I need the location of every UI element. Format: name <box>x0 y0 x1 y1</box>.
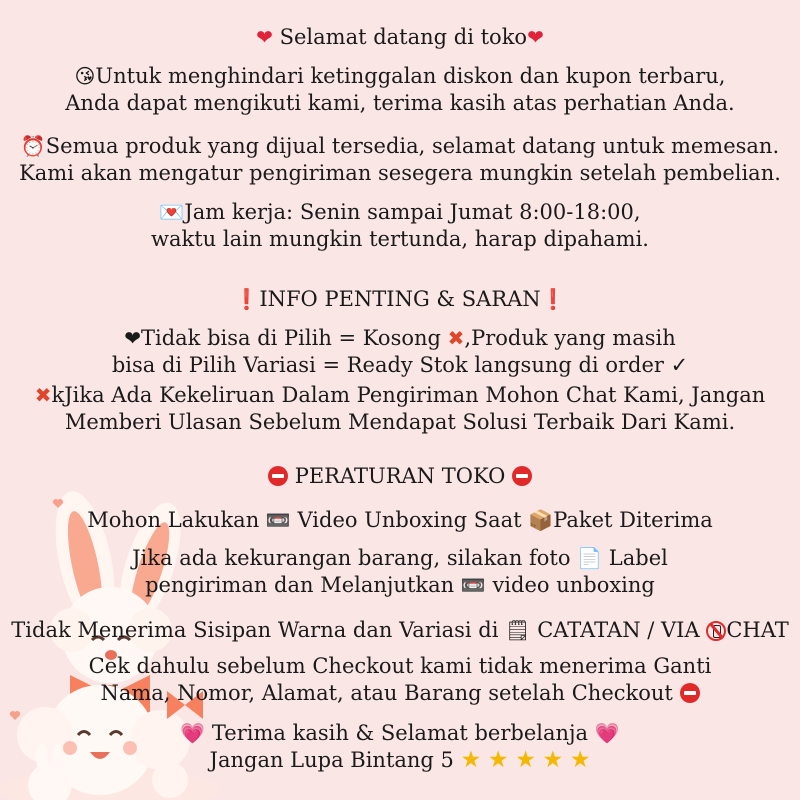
rules-title: PERATURAN TOKO <box>0 463 800 490</box>
video-camera-icon: 📼 <box>265 508 291 532</box>
thanks-line-1: 💗 Terima kasih & Selamat berbelanja 💗 <box>180 721 620 745</box>
page-icon: 📄 <box>577 546 603 570</box>
rules-line-3: pengiriman dan Melanjutkan 📼 video unboxing <box>145 573 655 597</box>
rules-line-5: Cek dahulu sebelum Checkout kami tidak menerima Ganti <box>88 654 712 678</box>
no-entry-icon <box>680 683 700 703</box>
follow-line-1: 😘Untuk menghindari ketinggalan diskon dan kupon terbaru, <box>74 64 726 88</box>
star-icon: ★ <box>542 747 564 773</box>
no-entry-icon <box>268 466 288 486</box>
cross-mark-icon: ✖ <box>447 326 465 350</box>
follow-line-2: Anda dapat mengikuti kami, terima kasih atas perhatian Anda. <box>65 91 735 115</box>
stock-line-1: ⏰Semua produk yang dijual tersedia, selamat datang untuk memesan. <box>20 134 780 158</box>
cross-mark-icon: ✖ <box>34 383 52 407</box>
package-icon: 📦 <box>528 508 554 532</box>
info-line-2: bisa di Pilih Variasi = Ready Stok langsung di order ✓ <box>111 353 689 377</box>
pink-heart-icon: 💗 <box>180 721 206 745</box>
welcome-line: ❤ Selamat datang di toko❤ <box>256 25 544 49</box>
pink-heart-icon: 💗 <box>594 721 620 745</box>
star-icon: ★ <box>487 747 509 773</box>
video-camera-icon: 📼 <box>460 573 486 597</box>
black-heart-icon: ❤ <box>124 326 141 350</box>
info-title: ❗INFO PENTING & SARAN❗ <box>234 287 566 311</box>
stock-line-2: Kami akan mengatur pengiriman sesegera mungkin setelah pembelian. <box>19 161 781 185</box>
hours-line-1: 💌Jam kerja: Senin sampai Jumat 8:00-18:00, <box>159 200 641 224</box>
info-line-4: Memberi Ulasan Sebelum Mendapat Solusi Terbaik Dari Kami. <box>64 410 736 434</box>
exclamation-icon: ❗ <box>234 287 260 311</box>
heart-icon: ❤ <box>527 25 544 49</box>
star-icon: ★ <box>569 747 591 773</box>
rules-line-2: Jika ada kekurangan barang, silakan foto 📄 Label <box>132 546 668 570</box>
hours-line-2: waktu lain mungkin tertunda, harap dipahami. <box>151 227 649 251</box>
heart-icon: ❤ <box>256 25 273 49</box>
star-icon: ★ <box>515 747 536 773</box>
winking-kiss-icon: 😘 <box>74 64 96 88</box>
envelope-heart-icon: 💌 <box>159 200 185 224</box>
star-icon: ★ <box>460 747 482 773</box>
exclamation-icon: ❗ <box>540 287 566 311</box>
no-entry-icon <box>512 466 532 486</box>
no-phone-icon <box>706 621 726 641</box>
notepad-icon: 🗒 <box>505 618 531 642</box>
rules-line-4: Tidak Menerima Sisipan Warna dan Variasi di 🗒 CATATAN / VIA CHAT <box>11 618 789 642</box>
rules-line-1: Mohon Lakukan 📼 Video Unboxing Saat 📦Paket Diterima <box>87 508 713 532</box>
rules-line-6: Nama, Nomor, Alamat, atau Barang setelah Checkout <box>0 680 800 707</box>
info-line-3: ✖kJika Ada Kekeliruan Dalam Pengiriman Mohon Chat Kami, Jangan <box>34 383 766 407</box>
thanks-line-2: Jangan Lupa Bintang 5 ★ ★ ★ ★ ★ <box>209 747 591 773</box>
alarm-clock-icon: ⏰ <box>20 134 46 158</box>
info-line-1: ❤Tidak bisa di Pilih = Kosong ✖,Produk yang masih <box>124 326 676 350</box>
